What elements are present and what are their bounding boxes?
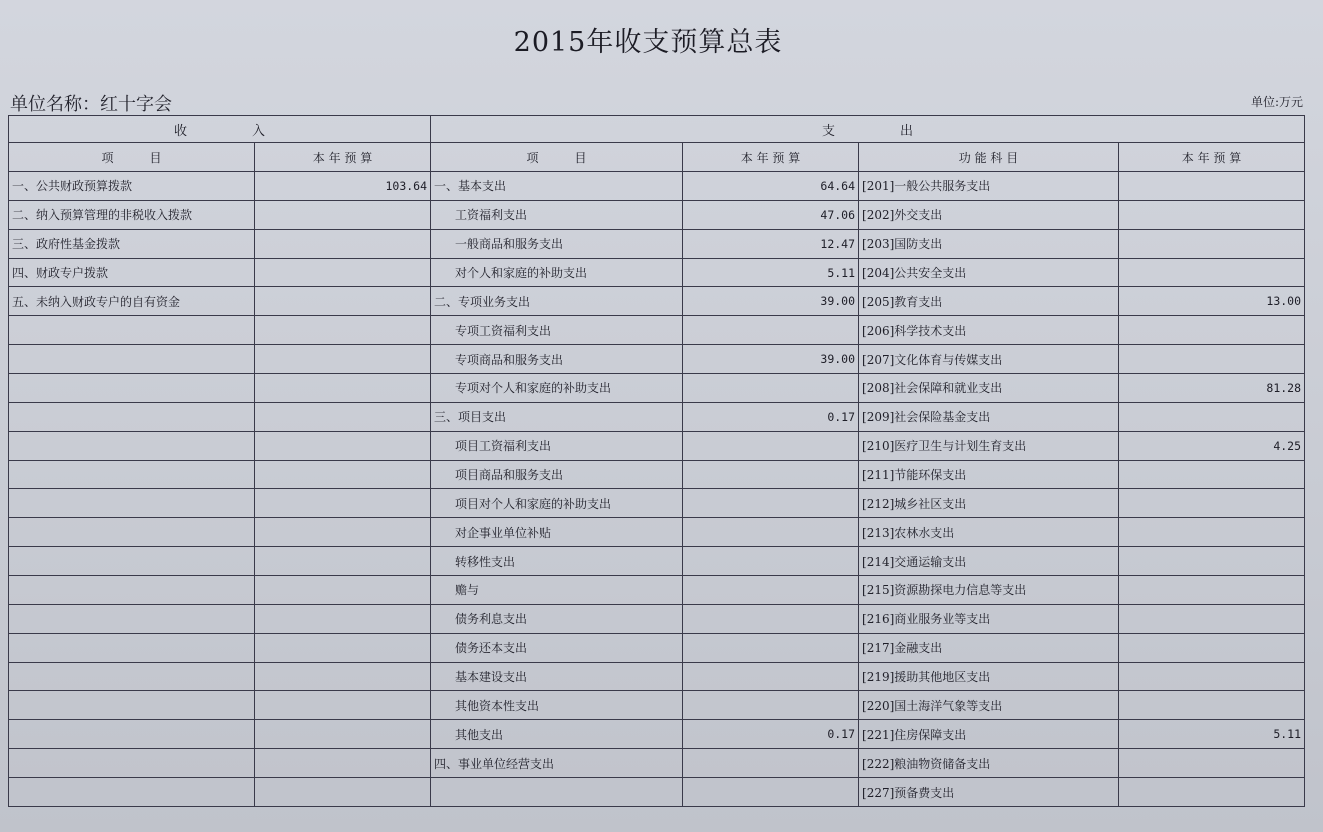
table-row	[9, 720, 1305, 749]
table-row	[9, 633, 1305, 662]
expense-budget-cell	[683, 431, 859, 460]
expense-item-cell: 一、基本支出	[431, 172, 683, 201]
expense-item-cell: 项目工资福利支出	[431, 431, 683, 460]
func-subject-cell: [214]交通运输支出	[859, 547, 1119, 576]
expense-item-cell: 基本建设支出	[431, 662, 683, 691]
expense-item-cell: 其他支出	[431, 720, 683, 749]
expense-item-cell: 转移性支出	[431, 547, 683, 576]
func-budget-cell	[1119, 460, 1305, 489]
func-budget-cell	[1119, 691, 1305, 720]
func-subject-cell: [203]国防支出	[859, 229, 1119, 258]
expense-budget-cell	[683, 316, 859, 345]
func-subject-cell: [227]预备费支出	[859, 778, 1119, 807]
income-item-cell: 五、未纳入财政专户的自有资金	[9, 287, 255, 316]
expense-budget-cell	[683, 518, 859, 547]
income-item-cell	[9, 749, 255, 778]
income-budget-cell	[255, 720, 431, 749]
func-subject-cell: [206]科学技术支出	[859, 316, 1119, 345]
income-budget-cell	[255, 431, 431, 460]
func-subject-cell: [221]住房保障支出	[859, 720, 1119, 749]
income-budget-cell	[255, 345, 431, 374]
table-row	[9, 374, 1305, 403]
income-budget-cell	[255, 547, 431, 576]
func-subject-cell: [208]社会保障和就业支出	[859, 374, 1119, 403]
table-row	[9, 489, 1305, 518]
page-title: 2015年收支预算总表	[513, 27, 783, 58]
income-item-cell: 二、纳入预算管理的非税收入拨款	[9, 200, 255, 229]
income-item-cell	[9, 633, 255, 662]
expense-item-cell: 一般商品和服务支出	[431, 229, 683, 258]
table-row	[9, 316, 1305, 345]
table-row	[9, 749, 1305, 778]
func-budget-cell	[1119, 229, 1305, 258]
income-budget-cell	[255, 691, 431, 720]
income-item-cell	[9, 345, 255, 374]
income-budget-cell: 103.64	[255, 172, 431, 201]
income-budget-cell	[255, 604, 431, 633]
income-budget-cell	[255, 489, 431, 518]
func-subject-cell: [209]社会保险基金支出	[859, 402, 1119, 431]
income-item-cell	[9, 431, 255, 460]
func-budget-cell	[1119, 316, 1305, 345]
expense-item-cell: 对个人和家庭的补助支出	[431, 258, 683, 287]
expense-budget-cell	[683, 576, 859, 605]
income-item-cell	[9, 374, 255, 403]
income-item-cell	[9, 662, 255, 691]
income-item-cell	[9, 778, 255, 807]
income-budget-cell	[255, 258, 431, 287]
expense-item-cell: 对企事业单位补贴	[431, 518, 683, 547]
income-item-cell	[9, 489, 255, 518]
expense-item-cell: 二、专项业务支出	[431, 287, 683, 316]
func-budget-cell: 13.00	[1119, 287, 1305, 316]
income-item-cell	[9, 547, 255, 576]
expense-item-cell: 赡与	[431, 576, 683, 605]
func-budget-cell	[1119, 402, 1305, 431]
table-row	[9, 287, 1305, 316]
income-budget-cell	[255, 460, 431, 489]
func-budget-cell	[1119, 172, 1305, 201]
income-item-cell	[9, 576, 255, 605]
func-subject-cell: [216]商业服务业等支出	[859, 604, 1119, 633]
income-budget-cell	[255, 749, 431, 778]
expense-budget-cell	[683, 778, 859, 807]
income-item-cell: 四、财政专户拨款	[9, 258, 255, 287]
func-subject-cell: [213]农林水支出	[859, 518, 1119, 547]
func-budget-cell	[1119, 576, 1305, 605]
expense-item-cell: 四、事业单位经营支出	[431, 749, 683, 778]
expense-item-cell: 三、项目支出	[431, 402, 683, 431]
table-row	[9, 345, 1305, 374]
column-header-row	[9, 143, 1305, 172]
func-budget-cell: 4.25	[1119, 431, 1305, 460]
func-budget-cell	[1119, 662, 1305, 691]
expense-budget-cell	[683, 489, 859, 518]
func-budget-cell	[1119, 547, 1305, 576]
income-item-cell	[9, 402, 255, 431]
func-subject-cell: [201]一般公共服务支出	[859, 172, 1119, 201]
func-subject-header: 功 能 科 目	[859, 143, 1119, 172]
table-row	[9, 604, 1305, 633]
func-subject-cell: [222]粮油物资储备支出	[859, 749, 1119, 778]
income-budget-cell	[255, 518, 431, 547]
expense-budget-cell: 47.06	[683, 200, 859, 229]
income-budget-cell	[255, 402, 431, 431]
expense-budget-header: 本 年 预 算	[683, 143, 859, 172]
income-budget-cell	[255, 200, 431, 229]
expense-budget-cell	[683, 374, 859, 403]
table-row	[9, 229, 1305, 258]
expense-item-header: 项 目	[431, 143, 683, 172]
func-budget-cell: 5.11	[1119, 720, 1305, 749]
func-subject-cell: [207]文化体育与传媒支出	[859, 345, 1119, 374]
table-row	[9, 518, 1305, 547]
func-budget-cell	[1119, 604, 1305, 633]
expense-budget-cell: 0.17	[683, 720, 859, 749]
income-item-cell	[9, 720, 255, 749]
func-budget-cell	[1119, 633, 1305, 662]
func-budget-cell: 81.28	[1119, 374, 1305, 403]
income-budget-cell	[255, 316, 431, 345]
income-budget-cell	[255, 778, 431, 807]
expense-budget-cell	[683, 749, 859, 778]
expense-budget-cell	[683, 547, 859, 576]
expense-budget-cell	[683, 662, 859, 691]
income-item-cell: 三、政府性基金拨款	[9, 229, 255, 258]
budget-table	[8, 115, 1305, 807]
func-budget-header: 本 年 预 算	[1119, 143, 1305, 172]
expense-item-cell: 其他资本性支出	[431, 691, 683, 720]
expense-item-cell: 专项商品和服务支出	[431, 345, 683, 374]
expense-item-cell	[431, 778, 683, 807]
expense-budget-cell: 39.00	[683, 345, 859, 374]
func-subject-cell: [205]教育支出	[859, 287, 1119, 316]
expense-budget-cell	[683, 691, 859, 720]
income-budget-cell	[255, 576, 431, 605]
func-subject-cell: [211]节能环保支出	[859, 460, 1119, 489]
unit-name: 单位名称：红十字会	[10, 94, 172, 115]
income-budget-header: 本 年 预 算	[255, 143, 431, 172]
income-item-header: 项 目	[9, 143, 255, 172]
func-subject-cell: [204]公共安全支出	[859, 258, 1119, 287]
expense-budget-cell: 39.00	[683, 287, 859, 316]
func-subject-cell: [210]医疗卫生与计划生育支出	[859, 431, 1119, 460]
expense-budget-cell: 64.64	[683, 172, 859, 201]
table-row	[9, 662, 1305, 691]
income-item-cell: 一、公共财政预算拨款	[9, 172, 255, 201]
income-budget-cell	[255, 229, 431, 258]
expense-budget-cell: 5.11	[683, 258, 859, 287]
func-subject-cell: [217]金融支出	[859, 633, 1119, 662]
func-budget-cell	[1119, 778, 1305, 807]
expense-item-cell: 项目对个人和家庭的补助支出	[431, 489, 683, 518]
expense-budget-cell	[683, 604, 859, 633]
expense-budget-cell: 0.17	[683, 402, 859, 431]
table-row	[9, 172, 1305, 201]
func-subject-cell: [202]外交支出	[859, 200, 1119, 229]
expense-item-cell: 专项对个人和家庭的补助支出	[431, 374, 683, 403]
income-item-cell	[9, 316, 255, 345]
income-item-cell	[9, 518, 255, 547]
income-budget-cell	[255, 662, 431, 691]
func-budget-cell	[1119, 258, 1305, 287]
table-row	[9, 200, 1305, 229]
income-budget-cell	[255, 633, 431, 662]
income-item-cell	[9, 460, 255, 489]
func-budget-cell	[1119, 489, 1305, 518]
table-row	[9, 576, 1305, 605]
table-row	[9, 547, 1305, 576]
expense-item-cell: 债务还本支出	[431, 633, 683, 662]
func-budget-cell	[1119, 200, 1305, 229]
table-row	[9, 258, 1305, 287]
table-row	[9, 691, 1305, 720]
table-row	[9, 778, 1305, 807]
expense-budget-cell: 12.47	[683, 229, 859, 258]
func-budget-cell	[1119, 749, 1305, 778]
income-section-header: 收 入	[9, 116, 431, 143]
func-budget-cell	[1119, 345, 1305, 374]
expense-item-cell: 专项工资福利支出	[431, 316, 683, 345]
func-subject-cell: [219]援助其他地区支出	[859, 662, 1119, 691]
func-subject-cell: [215]资源勘探电力信息等支出	[859, 576, 1119, 605]
expense-item-cell: 项目商品和服务支出	[431, 460, 683, 489]
func-budget-cell	[1119, 518, 1305, 547]
income-item-cell	[9, 604, 255, 633]
expense-item-cell: 债务利息支出	[431, 604, 683, 633]
section-header-row	[9, 116, 1305, 143]
table-row	[9, 402, 1305, 431]
unit-label: 单位:万元	[1250, 95, 1303, 109]
expense-budget-cell	[683, 633, 859, 662]
income-item-cell	[9, 691, 255, 720]
table-row	[9, 431, 1305, 460]
income-budget-cell	[255, 374, 431, 403]
func-subject-cell: [220]国土海洋气象等支出	[859, 691, 1119, 720]
income-budget-cell	[255, 287, 431, 316]
expense-item-cell: 工资福利支出	[431, 200, 683, 229]
table-row	[9, 460, 1305, 489]
func-subject-cell: [212]城乡社区支出	[859, 489, 1119, 518]
expense-budget-cell	[683, 460, 859, 489]
expense-section-header: 支 出	[431, 116, 1305, 143]
